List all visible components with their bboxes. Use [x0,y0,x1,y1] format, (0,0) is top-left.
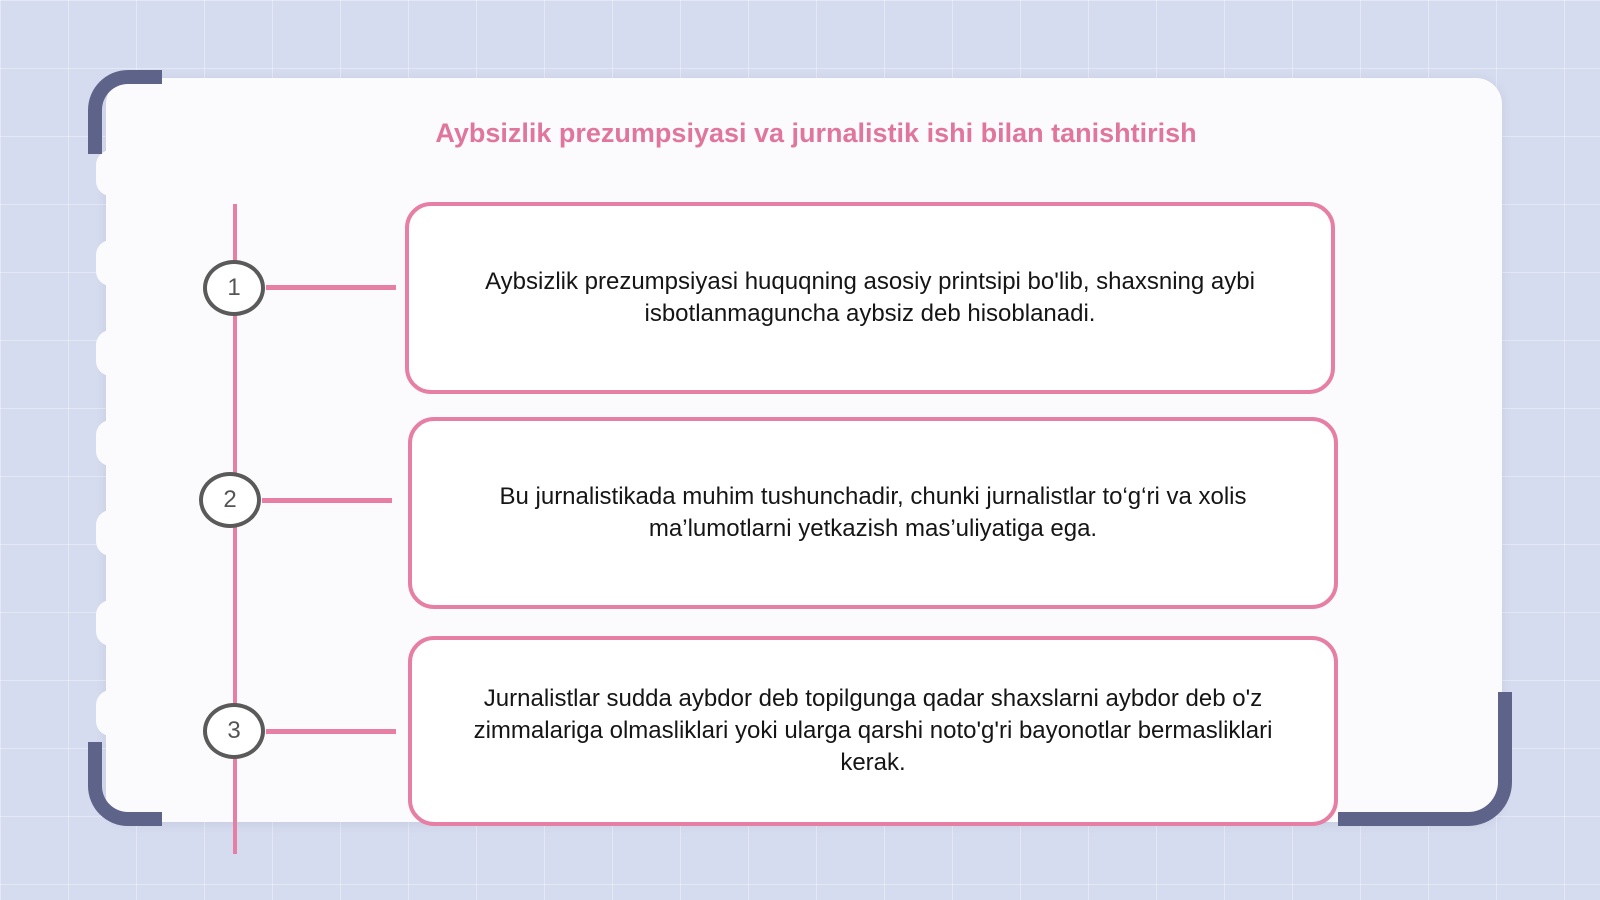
step-box-3 [408,636,1338,826]
paper-scallop [96,420,126,466]
paper-scallop [96,240,126,286]
paper-scallop [96,330,126,376]
step-number-2: 2 [199,472,261,528]
step-number-3: 3 [203,703,265,759]
corner-bracket-bottom-left [88,742,162,826]
timeline-connector-3 [266,729,396,734]
step-text-3: Jurnalistlar sudda aybdor deb topilgunga qadar shaxslarni aybdor deb o'z zimmalariga olmasliklari yoki ularga qarshi noto'g'ri bayonotlar bermasliklari kerak. [473,685,1273,776]
timeline-connector-1 [266,285,396,290]
paper-scallop [96,600,126,646]
step-box-2 [408,417,1338,609]
slide-title: Aybsizlik prezumpsiyasi va jurnalistik ishi bilan tanishtirish [435,118,1197,148]
paper-scallop [96,510,126,556]
step-text-2: Bu jurnalistikada muhim tushunchadir, chunki jurnalistlar to‘g‘ri va xolis ma’lumotlarni yetkazish mas’uliyatiga ega. [499,483,1247,542]
paper-scallop [96,690,126,736]
step-box-1 [405,202,1335,394]
step-text-1: Aybsizlik prezumpsiyasi huquqning asosiy printsipi bo'lib, shaxsning aybi isbotlanmaguncha aybsiz deb hisoblanadi. [485,268,1255,327]
corner-bracket-bottom-right [1338,692,1512,826]
step-number-1: 1 [203,260,265,316]
paper-scallop [96,150,126,196]
timeline-connector-2 [262,498,392,503]
